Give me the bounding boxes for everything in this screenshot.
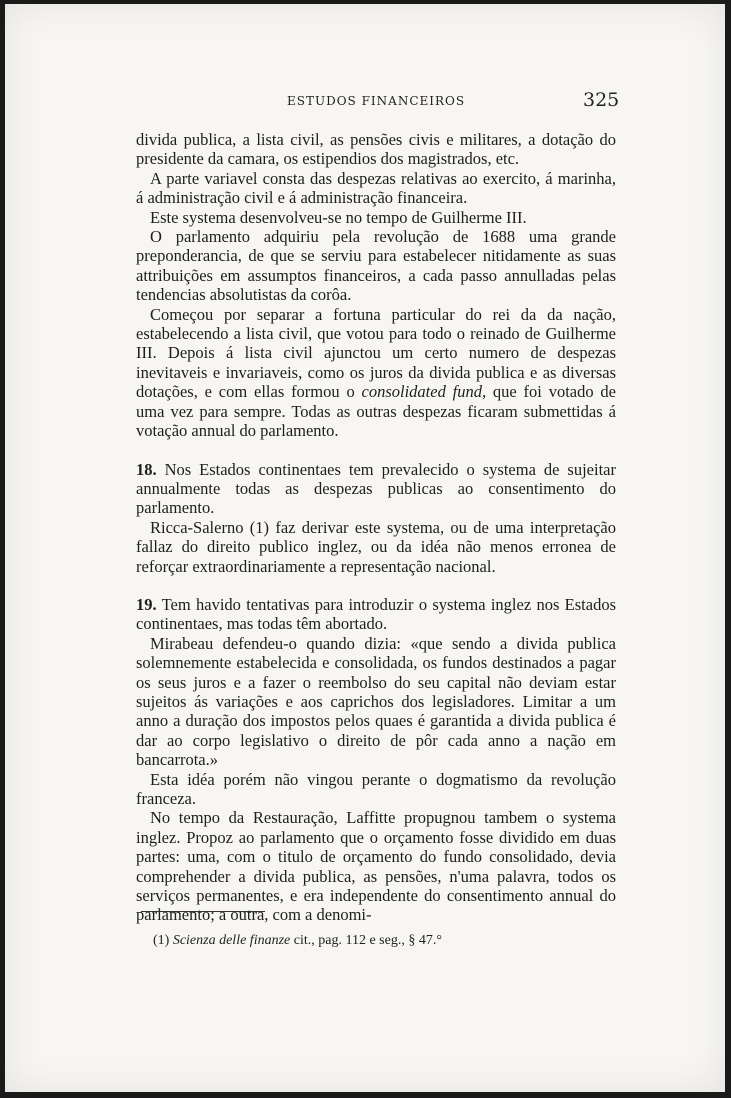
footnote-text: cit., pag. 112 e seg., § 47.° bbox=[290, 933, 442, 948]
body-text bbox=[136, 130, 616, 925]
paragraph: No tempo da Restauração, Laffitte propugnou tambem o systema inglez. Propoz ao parlamento que o orçamento fosse dividido em duas partes: uma, com o titulo de orçamento do fundo consolidado, devia comprehender a divida publica, as pensões, n'uma palavra, todos os serviços permanentes, e era independente do consentimento annual do parlamento; a outra, com a denomi- bbox=[136, 808, 616, 925]
paragraph: Este systema desenvolveu-se no tempo de Guilherme III. bbox=[150, 207, 527, 227]
footnote-title: Scienza delle finanze bbox=[172, 933, 291, 948]
section-number: 18. bbox=[136, 459, 157, 479]
section-number: 19. bbox=[136, 594, 157, 614]
paragraph: Ricca-Salerno (1) faz derivar este systema, ou de uma interpretação fallaz do direito publico inglez, ou da idéa não menos erronea de reforçar extraordinariamente a representação nacional. bbox=[136, 517, 616, 576]
paragraph: divida publica, a lista civil, as pensões civis e militares, a dotação do presidente da camara, os estipendios dos magistrados, etc. bbox=[136, 130, 616, 169]
footnote bbox=[153, 933, 623, 949]
footnote-divider bbox=[141, 911, 265, 912]
page-header bbox=[5, 89, 725, 122]
paragraph: O parlamento adquiriu pela revolução de 1688 uma grande preponderancia, de que se serviu para estabelecer nitidamente as suas attribuições em assumptos financeiros, a cada passo annulladas pelas tendencias absolutistas da corôa. bbox=[136, 227, 616, 305]
paragraph bbox=[136, 305, 616, 441]
section-19 bbox=[136, 595, 616, 634]
footnote-marker: (1) bbox=[153, 933, 170, 948]
paragraph-text: Começou por separar a fortuna particular do rei da da nação, estabelecendo a lista civil, que votou para todo o reinado de Guilherme III. Depois á lista civil ajunctou um certo numero de despezas inevitaveis e invariaveis, como os juros da divida publica e as diversas dotações, e com ellas formou o bbox=[136, 304, 616, 402]
page-number: 325 bbox=[583, 89, 620, 111]
italic-term: consolidated fund, bbox=[361, 382, 487, 402]
paragraph-text: que foi votado de uma vez para sempre. Todas as outras despezas ficaram submettidas á votação annual do parlamento. bbox=[136, 382, 616, 441]
paragraph-text: Nos Estados continentaes tem prevalecido o systema de sujeitar annualmente todas as despezas publicas ao consentimento do parlamento. bbox=[136, 459, 616, 518]
paragraph: A parte variavel consta das despezas relativas ao exercito, á marinha, á administração civil e á administração financeira. bbox=[136, 168, 616, 208]
running-head: ESTUDOS FINANCEIROS bbox=[287, 94, 466, 108]
section-18 bbox=[136, 460, 616, 518]
paragraph-text: Tem havido tentativas para introduzir o systema inglez nos Estados continentaes, mas todas têm abortado. bbox=[136, 594, 616, 634]
paragraph: Esta idéa porém não vingou perante o dogmatismo da revolução franceza. bbox=[136, 769, 616, 808]
paragraph: Mirabeau defendeu-o quando dizia: «que sendo a divida publica solemnemente estabelecida e consolidada, os fundos destinados a pagar os seus juros e a fazer o reembolso do seu capital não deviam estar sujeitos ás variações e aos caprichos dos legisladores. Limitar a um anno a duração dos impostos pelos quaes é garantida a divida publica é dar ao corpo legislativo o direito de pôr cada anno a nação em bancarrota.» bbox=[136, 633, 616, 770]
book-page bbox=[5, 4, 725, 1092]
